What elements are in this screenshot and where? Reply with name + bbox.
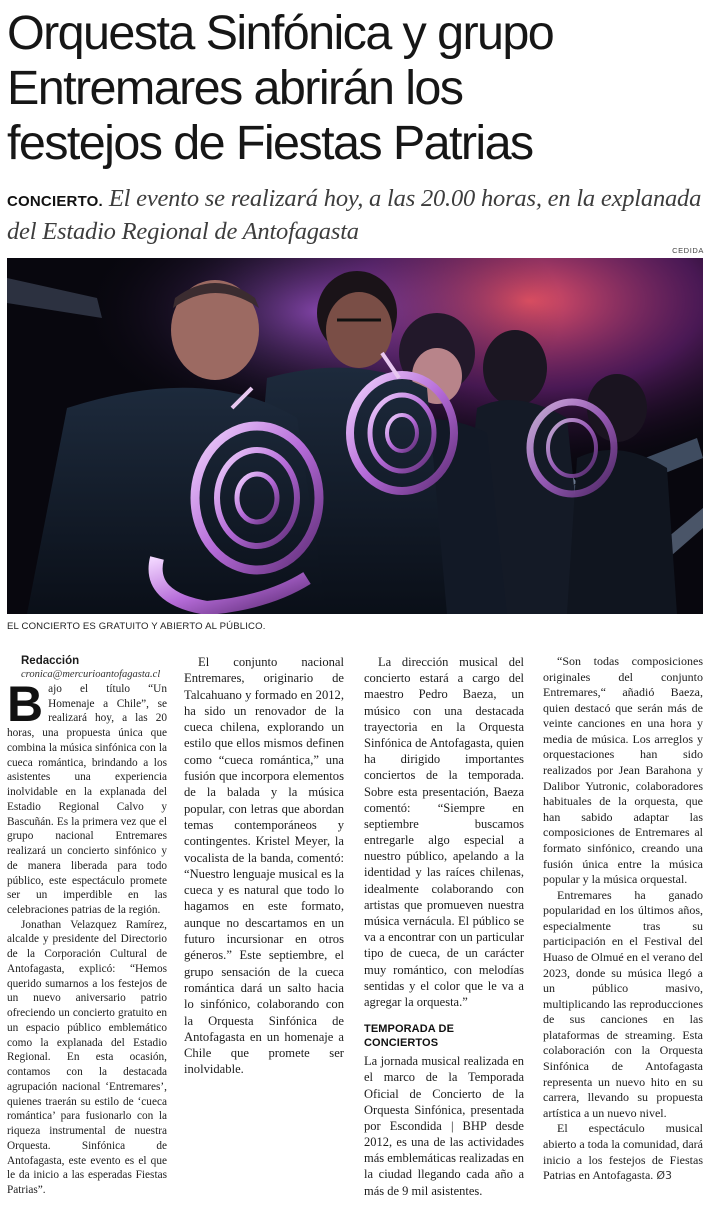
- paragraph-text: El espectáculo musical abierto a toda la comunidad, dará inicio a los festejos de Fiestas Patrias en Antofagasta.: [543, 1121, 703, 1183]
- article-column-3: [364, 654, 524, 1199]
- headline-line: Orquesta Sinfónica y grupo: [7, 6, 554, 60]
- subhead: [7, 184, 707, 247]
- dropcap: B: [7, 676, 44, 732]
- paragraph-text: ajo el título “Un Homenaje a Chile”, se realizará hoy, a las 20 horas, una propuesta única que combina la música sinfónica con la cueca romántica, brindando a los asistentes una experiencia inolvidable en la explanada del Estadio Regional Calvo y Bascuñán. Es la primera vez que el grupo nacional Entremares realizará un concierto sinfónico y de manera liberada para todo público, este espectáculo promete ser un imperdible en las celebraciones patrias de la región.: [7, 683, 167, 917]
- photo-credit: CEDIDA: [672, 246, 704, 255]
- paragraph: Entremares ha ganado popularidad en los últimos años, especialmente tras su participación en el Festival del Huaso de Olmué en el verano del 2023, donde su música llegó a un público masivo, multiplicando las reproducciones de sus canciones en las plataformas de streaming. Esta colaboración con la Orquesta Sinfónica de Antofagasta representa un nuevo hito en su carrera, llevando su propuesta artística a un nuevo nivel.: [543, 887, 703, 1120]
- article-column-2: [184, 654, 344, 1078]
- end-mark: Ø3: [656, 1169, 672, 1183]
- subhead-text: El evento se realizará hoy, a las 20.00 horas, en la explanada del Estadio Regional de Antofagasta: [7, 185, 702, 245]
- headline-line: festejos de Fiestas Patrias: [7, 116, 533, 170]
- photo-caption: EL CONCIERTO ES GRATUITO Y ABIERTO AL PÚBLICO.: [7, 621, 266, 632]
- lead-paragraph: [7, 676, 167, 918]
- kicker: CONCIERTO.: [7, 193, 103, 210]
- headline: [7, 6, 707, 171]
- concert-photo: [7, 258, 703, 614]
- paragraph: El conjunto nacional Entremares, originario de Talcahuano y formado en 2012, ha sido un renovador de la cueca chilena, explorando un estilo que ellos mismos definen como “cueca romántica,” una fusión que incorpora elementos de la balada y la música popular, con letras que abordan temas contemporáneos y contingentes. Kristel Meyer, la vocalista de la banda, comentó: “Nuestro lenguaje musical es la cueca y es natural que todo lo hagamos en este formato, aunque no descartamos en un futuro incursionar en otros géneros.” Este septiembre, el grupo sensación de la cueca romántica dará un salto hacia lo sinfónico, colaborando con la Orquesta Sinfónica de Antofagasta en un homenaje a Chile que promete ser inolvidable.: [184, 655, 344, 1077]
- paragraph: La dirección musical del concierto estará a cargo del maestro Pedro Baeza, un músico con una destacada trayectoria en la Orquesta Sinfónica de Antofagasta, quien ha dirigido importantes conciertos de la temporada. Sobre esta presentación, Baeza comentó: “Siempre en septiembre buscamos entregarle algo especial a nuestro público, apelando a la identidad y las raíces chilenas, idealmente colaborando con artistas que promueven nuestra música vernácula. El público se va a encontrar con un particular tipo de cueca, de un carácter muy romántico, con melodías sentidas y el color que le va a agregar la orquesta.”: [364, 655, 524, 1009]
- section-heading: TEMPORADA DE CONCIERTOS: [364, 1023, 455, 1050]
- article-column-4: [543, 654, 703, 1184]
- closing-paragraph: [543, 1121, 703, 1183]
- byline-email: cronica@mercurioantofagasta.cl: [21, 669, 161, 680]
- headline-line: Entremares abrirán los: [7, 61, 463, 115]
- paragraph: La jornada musical realizada en el marco de la Temporada Oficial de Concierto de la Orquesta Sinfónica, presentada por Escondida | BHP desde 2012, es una de las actividades más emblemáticas realizadas en la ciudad llegando cada año a más de 9 mil asistentes.: [364, 1054, 524, 1198]
- article-column-1: [7, 654, 167, 1198]
- paragraph: Jonathan Velazquez Ramírez, alcalde y presidente del Directorio de la Corporación Cultural de Antofagasta, explicó: “Hemos querido sumarnos a los festejos de un nuevo aniversario patrio ofreciendo un concierto gratuito en un espacio público emblemático como la explanada del Estadio Regional. En esta ocasión, contamos con la destacada agrupación nacional ‘Entremares’, quienes traerán su estilo de ‘cueca romántica’ para fusionarlo con la riqueza instrumental de nuestra Orquesta. Sinfónica de Antofagasta, este evento es el que le da inicio a las esperadas Fiestas Patrias”.: [7, 918, 167, 1196]
- byline-author: Redacción: [21, 655, 80, 667]
- paragraph: “Son todas composiciones originales del conjunto Entremares,“ añadió Baeza, quien destacó que serán más de veinte canciones en una hora y media de música. Los arreglos y orquestaciones han sido realizados por Jean Barahona y Dalibor Yutronic, colaboradores habituales de la orquesta, que han sabido adaptar las composiciones de Entremares al formato sinfónico, creando una fusión única entre la música popular y la música orquestal.: [543, 654, 703, 887]
